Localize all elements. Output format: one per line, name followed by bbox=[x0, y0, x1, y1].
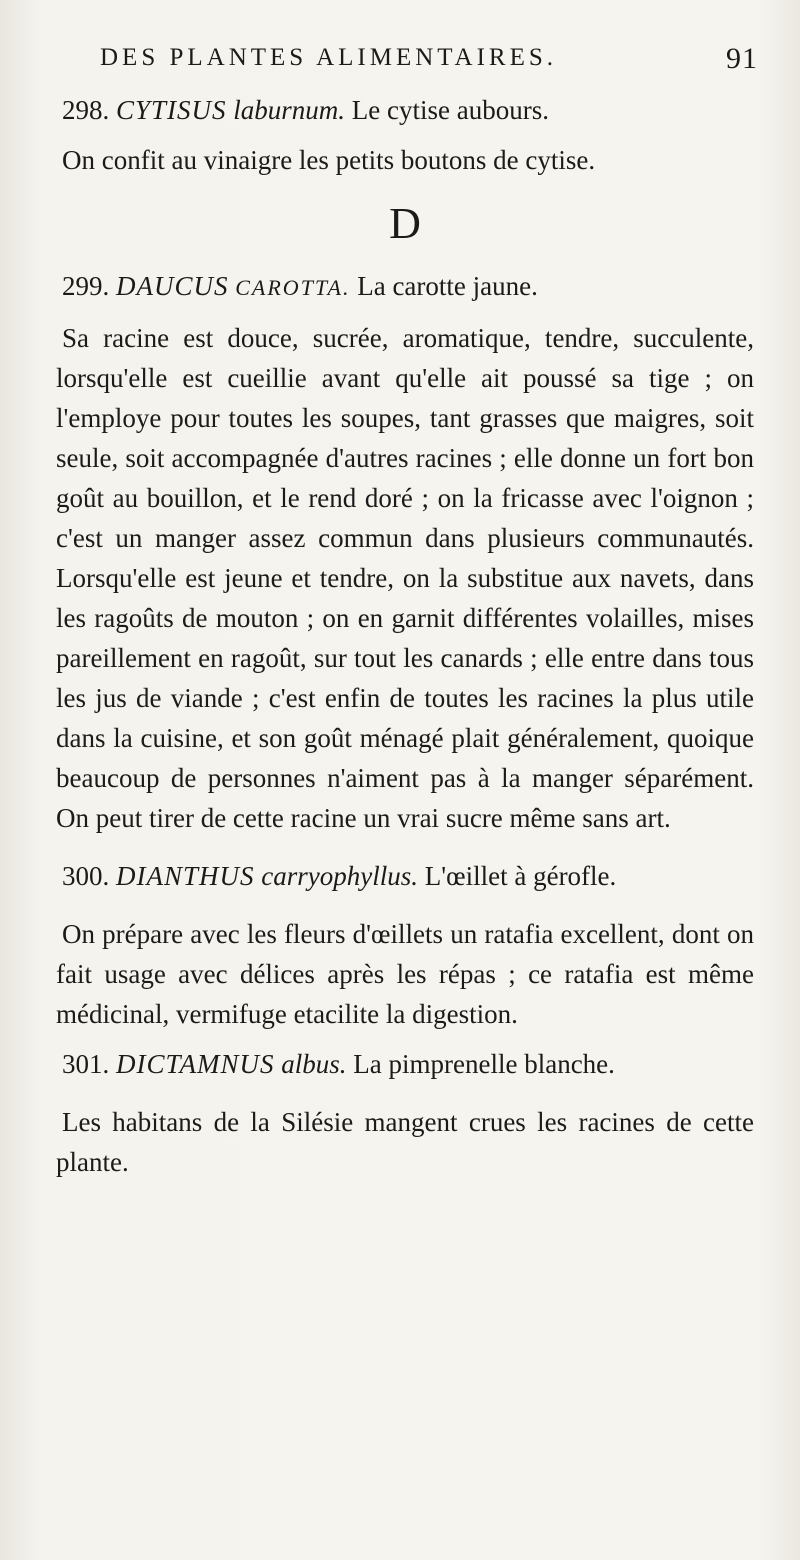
entry-number: 301. bbox=[62, 1049, 110, 1079]
species-name: carryophyllus. bbox=[261, 861, 418, 891]
page-header bbox=[100, 38, 778, 84]
species-name: CAROTTA. bbox=[235, 275, 351, 300]
genus-name: DICTAMNUS bbox=[116, 1049, 275, 1079]
entry-text-301: Les habitans de la Silésie mangent crues les racines de cette plante. bbox=[56, 1107, 754, 1177]
entry-heading-299 bbox=[56, 266, 754, 308]
entry-number: 299. bbox=[62, 271, 110, 301]
section-letter: D bbox=[389, 199, 421, 248]
entry-text-299: Sa racine est douce, sucrée, aromatique, tendre, succulente, lorsqu'elle est cueillie avant qu'elle ait poussé sa tige ; on l'employe pour toutes les soupes, tant grasses que maigres, soit seule, soit accompagnée d'autres racines ; elle donne un fort bon goût au bouillon, et le rend doré ; on la fricasse avec l'oignon ; c'est un manger assez commun dans plusieurs communautés. Lorsqu'elle est jeune et tendre, on la substitue aux navets, dans les ragoûts de mouton ; on en garnit différentes volailles, mises pareillement en ragoût, sur tout les canards ; elle entre dans tous les jus de viande ; c'est enfin de toutes les racines la plus utile dans la cuisine, et son goût ménagé plait généralement, quoique beaucoup de personnes n'aiment pas à la manger séparément. On peut tirer de cette racine un vrai sucre même sans art. bbox=[56, 323, 754, 833]
genus-name: CYTISUS bbox=[116, 95, 227, 125]
entry-text-300: On prépare avec les fleurs d'œillets un ratafia excellent, dont on fait usage avec délices après les répas ; ce ratafia est même médicinal, vermifuge etacilite la digestion. bbox=[56, 919, 754, 1029]
running-head: DES PLANTES ALIMENTAIRES. bbox=[100, 44, 558, 71]
page-body bbox=[56, 90, 754, 1182]
entry-heading-301 bbox=[56, 1044, 754, 1084]
entry-heading-298 bbox=[56, 90, 754, 130]
genus-name: DAUCUS bbox=[116, 271, 229, 301]
common-name: Le cytise aubours. bbox=[351, 95, 549, 125]
entry-number: 298. bbox=[62, 95, 110, 125]
entry-heading-300 bbox=[56, 856, 754, 896]
entry-number: 300. bbox=[62, 861, 110, 891]
entry-text-298: On confit au vinaigre les petits boutons de cytise. bbox=[62, 145, 596, 175]
common-name: La pimprenelle blanche. bbox=[353, 1049, 615, 1079]
genus-name: DIANTHUS bbox=[116, 861, 255, 891]
common-name: L'œillet à gérofle. bbox=[424, 861, 617, 891]
species-name: albus. bbox=[281, 1049, 347, 1079]
species-name: laburnum. bbox=[233, 95, 346, 125]
common-name: La carotte jaune. bbox=[357, 271, 538, 301]
page-number: 91 bbox=[726, 42, 758, 75]
